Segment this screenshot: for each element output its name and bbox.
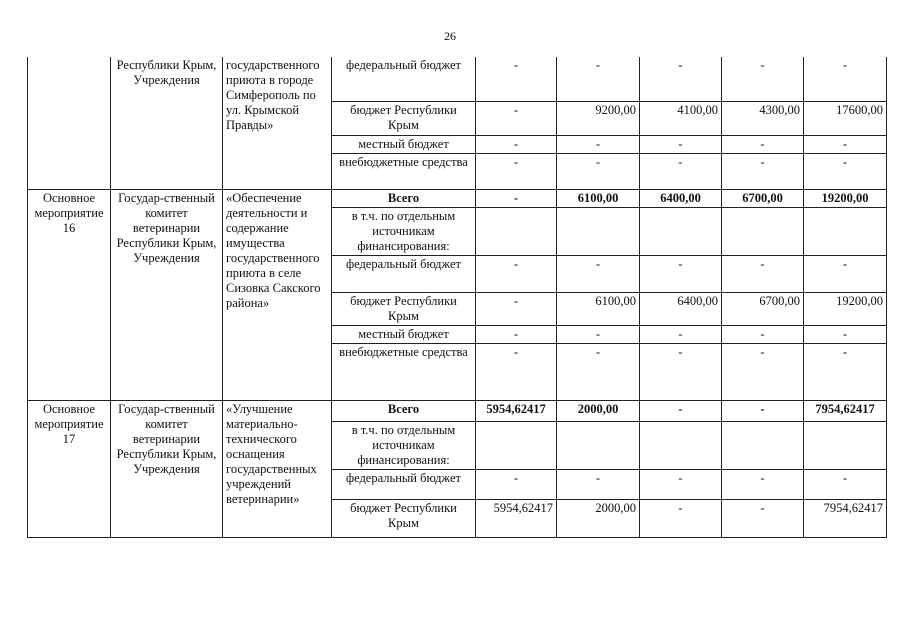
source-label: Всего <box>332 400 476 421</box>
measure-cell <box>28 57 111 189</box>
executor-cell: Республики Крым, Учреждения <box>111 57 223 189</box>
amount-cell: - <box>640 255 722 292</box>
title-cell: «Улучшение материально-технического оснащения государственных учреждений ветеринарии» <box>223 400 332 537</box>
table-row <box>28 189 887 207</box>
amount-cell: 7954,62417 <box>804 400 887 421</box>
amount-cell: 6400,00 <box>640 189 722 207</box>
amount-cell: 5954,62417 <box>476 400 557 421</box>
source-label: бюджет Республики Крым <box>332 101 476 135</box>
amount-cell: - <box>804 57 887 101</box>
amount-cell: 6100,00 <box>557 292 640 325</box>
amount-cell: - <box>804 153 887 189</box>
amount-cell: - <box>804 135 887 153</box>
amount-cell: - <box>804 343 887 400</box>
amount-cell <box>640 421 722 469</box>
amount-cell: - <box>476 255 557 292</box>
source-label: федеральный бюджет <box>332 469 476 499</box>
amount-cell: 2000,00 <box>557 499 640 537</box>
amount-cell: - <box>557 343 640 400</box>
amount-cell: - <box>557 135 640 153</box>
source-label: федеральный бюджет <box>332 57 476 101</box>
amount-cell: 19200,00 <box>804 189 887 207</box>
amount-cell: - <box>640 499 722 537</box>
amount-cell <box>476 421 557 469</box>
amount-cell: - <box>804 255 887 292</box>
amount-cell: - <box>640 325 722 343</box>
amount-cell: 19200,00 <box>804 292 887 325</box>
amount-cell: - <box>722 135 804 153</box>
amount-cell: - <box>640 343 722 400</box>
amount-cell: - <box>557 153 640 189</box>
amount-cell: - <box>476 469 557 499</box>
amount-cell: 6700,00 <box>722 292 804 325</box>
table-row <box>28 400 887 421</box>
amount-cell: 17600,00 <box>804 101 887 135</box>
source-label: в т.ч. по отдельным источникам финансирования: <box>332 421 476 469</box>
amount-cell: 2000,00 <box>557 400 640 421</box>
source-label: внебюджетные средства <box>332 343 476 400</box>
amount-cell: - <box>722 57 804 101</box>
amount-cell: - <box>722 499 804 537</box>
amount-cell <box>722 421 804 469</box>
title-cell: «Обеспечение деятельности и содержание имущества государственного приюта в селе Сизовка Сакского района» <box>223 189 332 400</box>
amount-cell <box>557 421 640 469</box>
amount-cell <box>722 207 804 255</box>
page-number: 26 <box>444 29 456 43</box>
amount-cell: - <box>804 469 887 499</box>
amount-cell: - <box>476 343 557 400</box>
amount-cell: - <box>804 325 887 343</box>
measure-cell: Основное мероприятие 17 <box>28 400 111 537</box>
amount-cell: - <box>476 57 557 101</box>
amount-cell: - <box>722 400 804 421</box>
amount-cell: 5954,62417 <box>476 499 557 537</box>
amount-cell: 7954,62417 <box>804 499 887 537</box>
amount-cell: - <box>476 189 557 207</box>
amount-cell <box>476 207 557 255</box>
amount-cell <box>804 421 887 469</box>
executor-cell: Государ-ственный комитет ветеринарии Республики Крым, Учреждения <box>111 189 223 400</box>
source-label: Всего <box>332 189 476 207</box>
amount-cell: - <box>722 153 804 189</box>
amount-cell: - <box>722 255 804 292</box>
amount-cell: - <box>640 400 722 421</box>
amount-cell: - <box>640 135 722 153</box>
amount-cell: - <box>557 325 640 343</box>
amount-cell: - <box>640 469 722 499</box>
amount-cell <box>640 207 722 255</box>
amount-cell: 4300,00 <box>722 101 804 135</box>
amount-cell: - <box>476 153 557 189</box>
amount-cell <box>804 207 887 255</box>
amount-cell: - <box>476 292 557 325</box>
amount-cell: - <box>722 325 804 343</box>
amount-cell: 9200,00 <box>557 101 640 135</box>
amount-cell: 4100,00 <box>640 101 722 135</box>
table-row <box>28 57 887 101</box>
amount-cell <box>557 207 640 255</box>
amount-cell: - <box>640 153 722 189</box>
amount-cell: - <box>557 255 640 292</box>
source-label: местный бюджет <box>332 325 476 343</box>
source-label: бюджет Республики Крым <box>332 292 476 325</box>
executor-cell: Государ-ственный комитет ветеринарии Республики Крым, Учреждения <box>111 400 223 537</box>
amount-cell: - <box>476 325 557 343</box>
source-label: федеральный бюджет <box>332 255 476 292</box>
amount-cell: 6100,00 <box>557 189 640 207</box>
measure-cell: Основное мероприятие 16 <box>28 189 111 400</box>
amount-cell: 6700,00 <box>722 189 804 207</box>
amount-cell: - <box>476 101 557 135</box>
source-label: в т.ч. по отдельным источникам финансирования: <box>332 207 476 255</box>
amount-cell: - <box>557 469 640 499</box>
source-label: внебюджетные средства <box>332 153 476 189</box>
amount-cell: - <box>557 57 640 101</box>
amount-cell: - <box>722 343 804 400</box>
amount-cell: - <box>640 57 722 101</box>
source-label: бюджет Республики Крым <box>332 499 476 537</box>
source-label: местный бюджет <box>332 135 476 153</box>
title-cell: государственного приюта в городе Симферополь по ул. Крымской Правды» <box>223 57 332 189</box>
amount-cell: - <box>476 135 557 153</box>
budget-table <box>27 57 887 538</box>
amount-cell: - <box>722 469 804 499</box>
amount-cell: 6400,00 <box>640 292 722 325</box>
